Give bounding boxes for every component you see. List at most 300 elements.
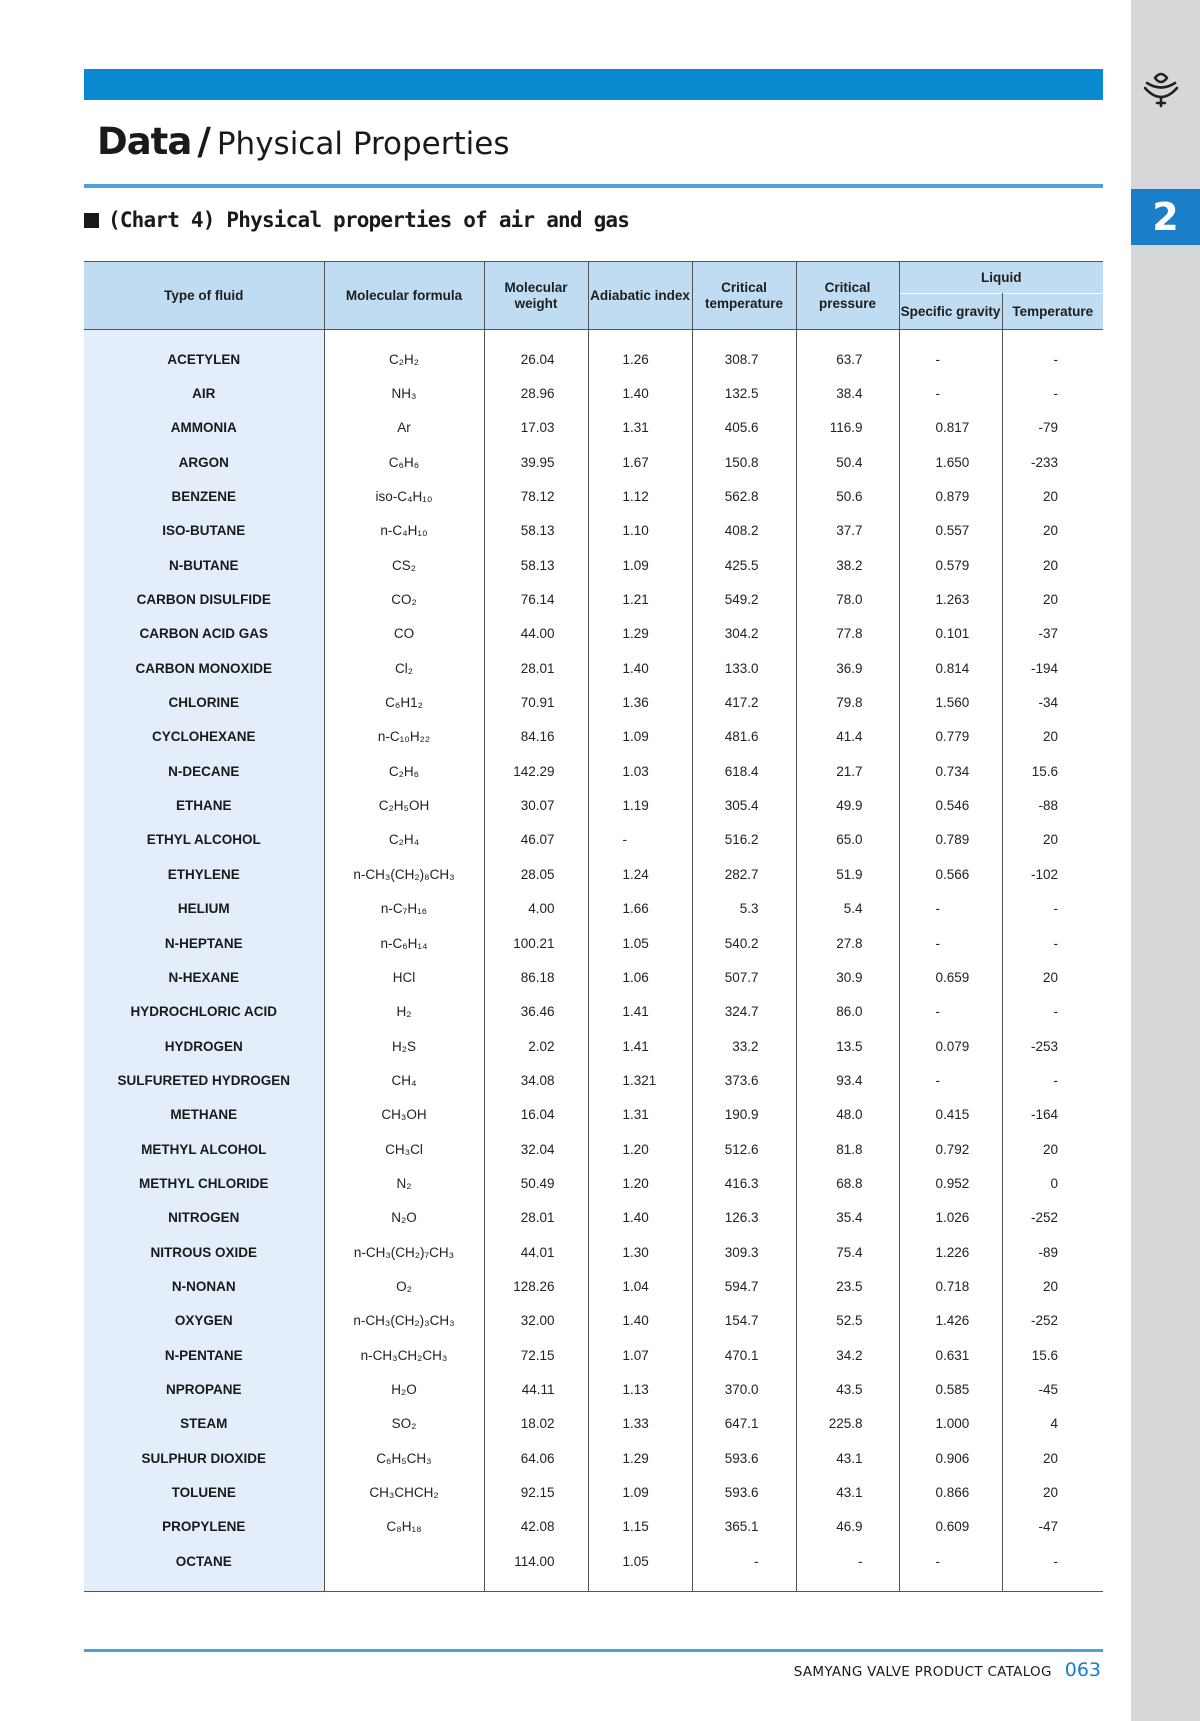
cell-specific-gravity: 0.585 [899,1372,1002,1406]
cell-adiabatic-index: 1.33 [588,1407,692,1441]
cell-critical-temperature: 512.6 [692,1132,796,1166]
cell-molecular-formula: O₂ [324,1269,484,1303]
cell-critical-pressure: 50.6 [796,479,899,513]
cell-adiabatic-index: 1.10 [588,514,692,548]
cell-molecular-formula: n-C₆H₁₄ [324,926,484,960]
cell-critical-temperature: 417.2 [692,685,796,719]
cell-critical-temperature: 481.6 [692,720,796,754]
cell-adiabatic-index: 1.36 [588,685,692,719]
cell-liquid-temperature: 20 [1002,1269,1103,1303]
cell-liquid-temperature: -45 [1002,1372,1103,1406]
cell-critical-pressure: 13.5 [796,1029,899,1063]
spacer-cell [899,1578,1002,1592]
cell-molecular-formula: C₆H₅CH₃ [324,1441,484,1475]
cell-molecular-weight: 28.05 [484,857,588,891]
cell-adiabatic-index: 1.12 [588,479,692,513]
cell-fluid-name: N-HEXANE [84,960,324,994]
cell-critical-temperature: 133.0 [692,651,796,685]
spacer-cell [324,1578,484,1592]
cell-critical-temperature: 190.9 [692,1098,796,1132]
cell-molecular-formula: n-C₄H₁₀ [324,514,484,548]
table-row [84,1063,1103,1097]
page-title [97,120,509,163]
cell-critical-pressure: 50.4 [796,445,899,479]
cell-critical-pressure: 43.5 [796,1372,899,1406]
cell-critical-pressure: 38.2 [796,548,899,582]
cell-liquid-temperature: 20 [1002,960,1103,994]
cell-molecular-weight: 30.07 [484,788,588,822]
cell-specific-gravity: 1.650 [899,445,1002,479]
cell-specific-gravity: - [899,892,1002,926]
cell-molecular-weight: 58.13 [484,514,588,548]
cell-molecular-weight: 44.01 [484,1235,588,1269]
cell-liquid-temperature: 15.6 [1002,1338,1103,1372]
cell-critical-temperature: 305.4 [692,788,796,822]
samyang-logo-icon [1141,66,1181,108]
cell-adiabatic-index: 1.20 [588,1166,692,1200]
side-strip [1131,0,1200,1721]
cell-molecular-weight: 44.11 [484,1372,588,1406]
cell-liquid-temperature: 0 [1002,1166,1103,1200]
cell-critical-temperature: - [692,1544,796,1578]
cell-critical-pressure: 37.7 [796,514,899,548]
cell-liquid-temperature: - [1002,342,1103,376]
cell-fluid-name: PROPYLENE [84,1510,324,1544]
cell-critical-temperature: 150.8 [692,445,796,479]
cell-specific-gravity: - [899,376,1002,410]
cell-liquid-temperature: -252 [1002,1304,1103,1338]
cell-fluid-name: N-NONAN [84,1269,324,1303]
cell-critical-temperature: 365.1 [692,1510,796,1544]
cell-molecular-weight: 70.91 [484,685,588,719]
spacer-cell [84,1578,324,1592]
spacer-cell [588,1578,692,1592]
cell-critical-pressure: 93.4 [796,1063,899,1097]
cell-liquid-temperature: - [1002,1544,1103,1578]
cell-molecular-formula: C₂H₂ [324,342,484,376]
cell-critical-pressure: 5.4 [796,892,899,926]
cell-specific-gravity: 0.866 [899,1475,1002,1509]
spacer-cell [1002,1578,1103,1592]
cell-adiabatic-index: 1.29 [588,617,692,651]
cell-molecular-formula: H₂ [324,995,484,1029]
cell-critical-pressure: 34.2 [796,1338,899,1372]
cell-adiabatic-index: 1.26 [588,342,692,376]
spacer-cell [692,1578,796,1592]
cell-specific-gravity: - [899,1063,1002,1097]
cell-adiabatic-index: 1.20 [588,1132,692,1166]
cell-molecular-weight: 26.04 [484,342,588,376]
cell-specific-gravity: 0.579 [899,548,1002,582]
cell-fluid-name: NITROUS OXIDE [84,1235,324,1269]
cell-molecular-weight: 50.49 [484,1166,588,1200]
spacer-cell [84,330,324,343]
cell-critical-pressure: 43.1 [796,1441,899,1475]
square-bullet-icon [84,213,99,228]
cell-critical-temperature: 470.1 [692,1338,796,1372]
cell-adiabatic-index: 1.05 [588,1544,692,1578]
table-row [84,1510,1103,1544]
cell-molecular-formula: HCl [324,960,484,994]
col-header-specific-gravity: Specific gravity [899,294,1002,330]
page-number: 063 [1064,1659,1101,1681]
cell-critical-pressure: 116.9 [796,411,899,445]
cell-critical-pressure: 86.0 [796,995,899,1029]
table-row [84,892,1103,926]
cell-molecular-formula: n-C₁₀H₂₂ [324,720,484,754]
cell-molecular-weight: 114.00 [484,1544,588,1578]
cell-liquid-temperature: -88 [1002,788,1103,822]
cell-molecular-formula: CH₄ [324,1063,484,1097]
section-heading-text: (Chart 4) Physical properties of air and gas [108,208,630,232]
cell-liquid-temperature: -79 [1002,411,1103,445]
cell-fluid-name: ETHYLENE [84,857,324,891]
col-header-molecular-weight: Molecular weight [484,262,588,330]
cell-critical-pressure: 27.8 [796,926,899,960]
spacer-cell [484,330,588,343]
cell-specific-gravity: 1.560 [899,685,1002,719]
table-row [84,376,1103,410]
cell-critical-temperature: 33.2 [692,1029,796,1063]
cell-critical-temperature: 308.7 [692,342,796,376]
properties-table-container [84,261,1103,1592]
table-row [84,1235,1103,1269]
cell-fluid-name: N-HEPTANE [84,926,324,960]
table-row [84,1338,1103,1372]
cell-specific-gravity: 0.789 [899,823,1002,857]
cell-molecular-weight: 28.01 [484,1201,588,1235]
cell-critical-temperature: 425.5 [692,548,796,582]
spacer-cell [692,330,796,343]
cell-critical-pressure: 52.5 [796,1304,899,1338]
table-spacer-row [84,1578,1103,1592]
cell-molecular-formula: CO₂ [324,582,484,616]
cell-specific-gravity: 0.879 [899,479,1002,513]
cell-molecular-formula: n-C₇H₁₆ [324,892,484,926]
cell-critical-temperature: 132.5 [692,376,796,410]
cell-adiabatic-index: 1.31 [588,1098,692,1132]
cell-molecular-weight: 128.26 [484,1269,588,1303]
cell-critical-pressure: - [796,1544,899,1578]
cell-critical-temperature: 324.7 [692,995,796,1029]
title-section: Data [97,120,192,163]
cell-molecular-formula: C₂H₅OH [324,788,484,822]
cell-adiabatic-index: 1.40 [588,376,692,410]
cell-molecular-formula: C₈H₁₈ [324,1510,484,1544]
table-row [84,1475,1103,1509]
table-row [84,445,1103,479]
table-row [84,995,1103,1029]
cell-critical-pressure: 30.9 [796,960,899,994]
table-row [84,720,1103,754]
cell-molecular-weight: 58.13 [484,548,588,582]
cell-liquid-temperature: 20 [1002,582,1103,616]
cell-specific-gravity: 0.814 [899,651,1002,685]
footer-divider [84,1649,1103,1652]
cell-molecular-formula: NH₃ [324,376,484,410]
cell-adiabatic-index: 1.04 [588,1269,692,1303]
cell-critical-temperature: 309.3 [692,1235,796,1269]
cell-liquid-temperature: 15.6 [1002,754,1103,788]
cell-critical-temperature: 304.2 [692,617,796,651]
cell-specific-gravity: - [899,926,1002,960]
cell-fluid-name: ETHANE [84,788,324,822]
cell-molecular-weight: 42.08 [484,1510,588,1544]
cell-specific-gravity: 0.779 [899,720,1002,754]
cell-molecular-weight: 34.08 [484,1063,588,1097]
cell-molecular-formula: C₂H₄ [324,823,484,857]
cell-specific-gravity: 1.263 [899,582,1002,616]
table-spacer-row [84,330,1103,343]
cell-molecular-weight: 4.00 [484,892,588,926]
table-row [84,823,1103,857]
cell-molecular-formula: n-CH₃(CH₂)₇CH₃ [324,1235,484,1269]
cell-molecular-weight: 100.21 [484,926,588,960]
col-header-temperature: Temperature [1002,294,1103,330]
cell-critical-pressure: 43.1 [796,1475,899,1509]
cell-molecular-weight: 46.07 [484,823,588,857]
cell-molecular-formula: N₂O [324,1201,484,1235]
cell-liquid-temperature: 20 [1002,548,1103,582]
table-row [84,857,1103,891]
cell-critical-temperature: 647.1 [692,1407,796,1441]
cell-liquid-temperature: -102 [1002,857,1103,891]
page-footer [794,1659,1101,1681]
cell-liquid-temperature: -89 [1002,1235,1103,1269]
cell-adiabatic-index: 1.30 [588,1235,692,1269]
table-row [84,1407,1103,1441]
cell-adiabatic-index: 1.19 [588,788,692,822]
cell-fluid-name: METHYL ALCOHOL [84,1132,324,1166]
cell-specific-gravity: - [899,342,1002,376]
cell-specific-gravity: 0.609 [899,1510,1002,1544]
table-row [84,960,1103,994]
cell-liquid-temperature: 20 [1002,514,1103,548]
table-row [84,926,1103,960]
title-separator: / [197,120,211,163]
cell-specific-gravity: 1.026 [899,1201,1002,1235]
cell-molecular-weight: 78.12 [484,479,588,513]
footer-catalog-label: SAMYANG VALVE PRODUCT CATALOG [793,1664,1052,1680]
cell-molecular-weight: 28.96 [484,376,588,410]
cell-adiabatic-index: 1.29 [588,1441,692,1475]
spacer-cell [796,1578,899,1592]
cell-critical-pressure: 79.8 [796,685,899,719]
cell-molecular-weight: 64.06 [484,1441,588,1475]
cell-molecular-weight: 28.01 [484,651,588,685]
spacer-cell [899,330,1002,343]
cell-molecular-weight: 32.00 [484,1304,588,1338]
cell-molecular-formula: n-CH₃(CH₂)₃CH₃ [324,1304,484,1338]
cell-critical-temperature: 594.7 [692,1269,796,1303]
cell-molecular-weight: 18.02 [484,1407,588,1441]
cell-adiabatic-index: 1.03 [588,754,692,788]
cell-critical-pressure: 75.4 [796,1235,899,1269]
cell-liquid-temperature: 20 [1002,823,1103,857]
cell-specific-gravity: 0.659 [899,960,1002,994]
cell-specific-gravity: 0.952 [899,1166,1002,1200]
cell-molecular-formula: N₂ [324,1166,484,1200]
cell-fluid-name: SULFURETED HYDROGEN [84,1063,324,1097]
cell-specific-gravity: 0.792 [899,1132,1002,1166]
cell-critical-temperature: 5.3 [692,892,796,926]
cell-fluid-name: ARGON [84,445,324,479]
cell-fluid-name: HELIUM [84,892,324,926]
cell-adiabatic-index: 1.09 [588,1475,692,1509]
physical-properties-table [84,261,1103,1592]
cell-critical-temperature: 370.0 [692,1372,796,1406]
cell-critical-temperature: 373.6 [692,1063,796,1097]
cell-critical-pressure: 78.0 [796,582,899,616]
table-row [84,651,1103,685]
cell-liquid-temperature: 20 [1002,720,1103,754]
cell-fluid-name: ISO-BUTANE [84,514,324,548]
table-row [84,1544,1103,1578]
cell-adiabatic-index: 1.66 [588,892,692,926]
cell-critical-pressure: 81.8 [796,1132,899,1166]
table-row [84,617,1103,651]
cell-molecular-weight: 142.29 [484,754,588,788]
cell-fluid-name: TOLUENE [84,1475,324,1509]
cell-molecular-formula: SO₂ [324,1407,484,1441]
cell-molecular-formula: C₆H₆ [324,445,484,479]
cell-critical-temperature: 516.2 [692,823,796,857]
cell-critical-temperature: 416.3 [692,1166,796,1200]
cell-molecular-formula: CH₃CHCH₂ [324,1475,484,1509]
cell-fluid-name: HYDROGEN [84,1029,324,1063]
cell-adiabatic-index: 1.40 [588,1201,692,1235]
cell-critical-temperature: 126.3 [692,1201,796,1235]
cell-critical-temperature: 405.6 [692,411,796,445]
cell-critical-pressure: 65.0 [796,823,899,857]
cell-liquid-temperature: -34 [1002,685,1103,719]
top-banner-bar [84,69,1103,100]
cell-fluid-name: SULPHUR DIOXIDE [84,1441,324,1475]
cell-critical-pressure: 46.9 [796,1510,899,1544]
cell-adiabatic-index: 1.09 [588,548,692,582]
cell-critical-pressure: 35.4 [796,1201,899,1235]
cell-adiabatic-index: 1.09 [588,720,692,754]
cell-liquid-temperature: - [1002,995,1103,1029]
cell-fluid-name: CHLORINE [84,685,324,719]
cell-critical-temperature: 618.4 [692,754,796,788]
cell-fluid-name: ACETYLEN [84,342,324,376]
table-row [84,582,1103,616]
table-row [84,788,1103,822]
cell-molecular-formula: C₂H₆ [324,754,484,788]
cell-molecular-formula: CH₃Cl [324,1132,484,1166]
cell-liquid-temperature: -47 [1002,1510,1103,1544]
title-divider [84,184,1103,188]
table-row [84,1029,1103,1063]
cell-molecular-weight: 32.04 [484,1132,588,1166]
cell-adiabatic-index: 1.21 [588,582,692,616]
cell-specific-gravity: 1.226 [899,1235,1002,1269]
table-row [84,1201,1103,1235]
table-row [84,514,1103,548]
cell-specific-gravity: 0.557 [899,514,1002,548]
cell-fluid-name: CARBON MONOXIDE [84,651,324,685]
cell-critical-temperature: 408.2 [692,514,796,548]
cell-critical-pressure: 21.7 [796,754,899,788]
cell-adiabatic-index: 1.40 [588,1304,692,1338]
cell-critical-pressure: 225.8 [796,1407,899,1441]
cell-liquid-temperature: 20 [1002,1132,1103,1166]
cell-specific-gravity: 1.000 [899,1407,1002,1441]
table-row [84,1441,1103,1475]
cell-fluid-name: CARBON ACID GAS [84,617,324,651]
cell-molecular-formula: H₂O [324,1372,484,1406]
cell-liquid-temperature: -252 [1002,1201,1103,1235]
cell-adiabatic-index: 1.15 [588,1510,692,1544]
cell-adiabatic-index: 1.31 [588,411,692,445]
table-row [84,1372,1103,1406]
cell-critical-pressure: 48.0 [796,1098,899,1132]
table-row [84,1132,1103,1166]
cell-specific-gravity: 0.101 [899,617,1002,651]
cell-specific-gravity: 0.817 [899,411,1002,445]
col-header-liquid: Liquid [899,262,1103,294]
cell-specific-gravity: 0.631 [899,1338,1002,1372]
cell-molecular-formula [324,1544,484,1578]
section-heading [84,208,629,232]
cell-critical-pressure: 23.5 [796,1269,899,1303]
table-row [84,1098,1103,1132]
cell-liquid-temperature: - [1002,376,1103,410]
cell-critical-pressure: 41.4 [796,720,899,754]
cell-molecular-formula: CS₂ [324,548,484,582]
cell-critical-pressure: 77.8 [796,617,899,651]
cell-fluid-name: ETHYL ALCOHOL [84,823,324,857]
cell-specific-gravity: 0.718 [899,1269,1002,1303]
cell-critical-pressure: 49.9 [796,788,899,822]
cell-fluid-name: N-BUTANE [84,548,324,582]
cell-fluid-name: N-PENTANE [84,1338,324,1372]
cell-adiabatic-index: 1.13 [588,1372,692,1406]
cell-adiabatic-index: 1.67 [588,445,692,479]
cell-critical-temperature: 154.7 [692,1304,796,1338]
cell-adiabatic-index: - [588,823,692,857]
cell-molecular-formula: iso-C₄H₁₀ [324,479,484,513]
cell-molecular-weight: 72.15 [484,1338,588,1372]
cell-liquid-temperature: -37 [1002,617,1103,651]
cell-molecular-weight: 2.02 [484,1029,588,1063]
cell-fluid-name: OXYGEN [84,1304,324,1338]
cell-liquid-temperature: -233 [1002,445,1103,479]
cell-critical-temperature: 282.7 [692,857,796,891]
table-body [84,330,1103,1592]
cell-specific-gravity: - [899,1544,1002,1578]
spacer-cell [588,330,692,343]
cell-adiabatic-index: 1.24 [588,857,692,891]
cell-fluid-name: OCTANE [84,1544,324,1578]
cell-molecular-formula: H₂S [324,1029,484,1063]
cell-liquid-temperature: - [1002,926,1103,960]
cell-molecular-formula: Ar [324,411,484,445]
spacer-cell [484,1578,588,1592]
cell-critical-temperature: 562.8 [692,479,796,513]
col-header-adiabatic-index: Adiabatic index [588,262,692,330]
cell-fluid-name: NPROPANE [84,1372,324,1406]
cell-molecular-formula: C₆H1₂ [324,685,484,719]
cell-specific-gravity: 0.546 [899,788,1002,822]
cell-molecular-formula: n-CH₃(CH₂)₈CH₃ [324,857,484,891]
cell-molecular-weight: 16.04 [484,1098,588,1132]
cell-adiabatic-index: 1.41 [588,1029,692,1063]
cell-critical-pressure: 36.9 [796,651,899,685]
cell-liquid-temperature: -253 [1002,1029,1103,1063]
cell-specific-gravity: 0.079 [899,1029,1002,1063]
